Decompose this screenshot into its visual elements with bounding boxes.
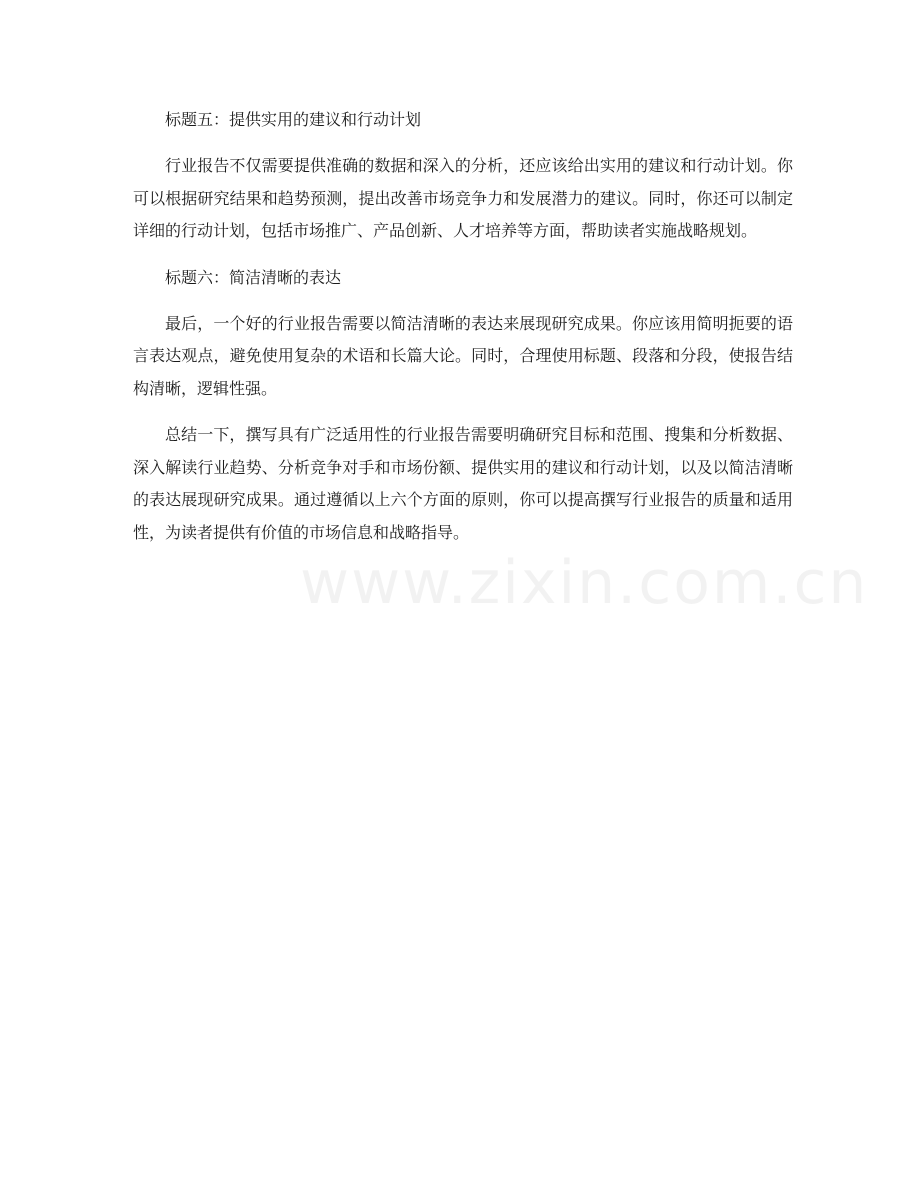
- document-body: [133, 104, 793, 563]
- section-heading-5: 标题五：提供实用的建议和行动计划: [165, 110, 422, 129]
- section-heading-6: 标题六：简洁清晰的表达: [165, 267, 342, 287]
- section-paragraph-5: 行业报告不仅需要提供准确的数据和深入的分析，还应该给出实用的建议和行动计划。你可以根据研究结果和趋势预测，提出改善市场竞争力和发展潜力的建议。同时，你还可以制定详细的行动计划，包括市场推广、产品创新、人才培养等方面，帮助读者实施战略规划。: [133, 156, 793, 240]
- conclusion-paragraph: 总结一下，撰写具有广泛适用性的行业报告需要明确研究目标和范围、搜集和分析数据、深入解读行业趋势、分析竞争对手和市场份额、提供实用的建议和行动计划，以及以简洁清晰的表达展现研究成果。通过遵循以上六个方面的原则，你可以提高撰写行业报告的质量和适用性，为读者提供有价值的市场信息和战略指导。: [133, 425, 793, 542]
- section-paragraph-6: 最后，一个好的行业报告需要以简洁清晰的表达来展现研究成果。你应该用简明扼要的语言表达观点，避免使用复杂的术语和长篇大论。同时，合理使用标题、段落和分段，使报告结构清晰，逻辑性强。: [133, 313, 793, 398]
- watermark: www.zixin.com.cn: [300, 548, 869, 618]
